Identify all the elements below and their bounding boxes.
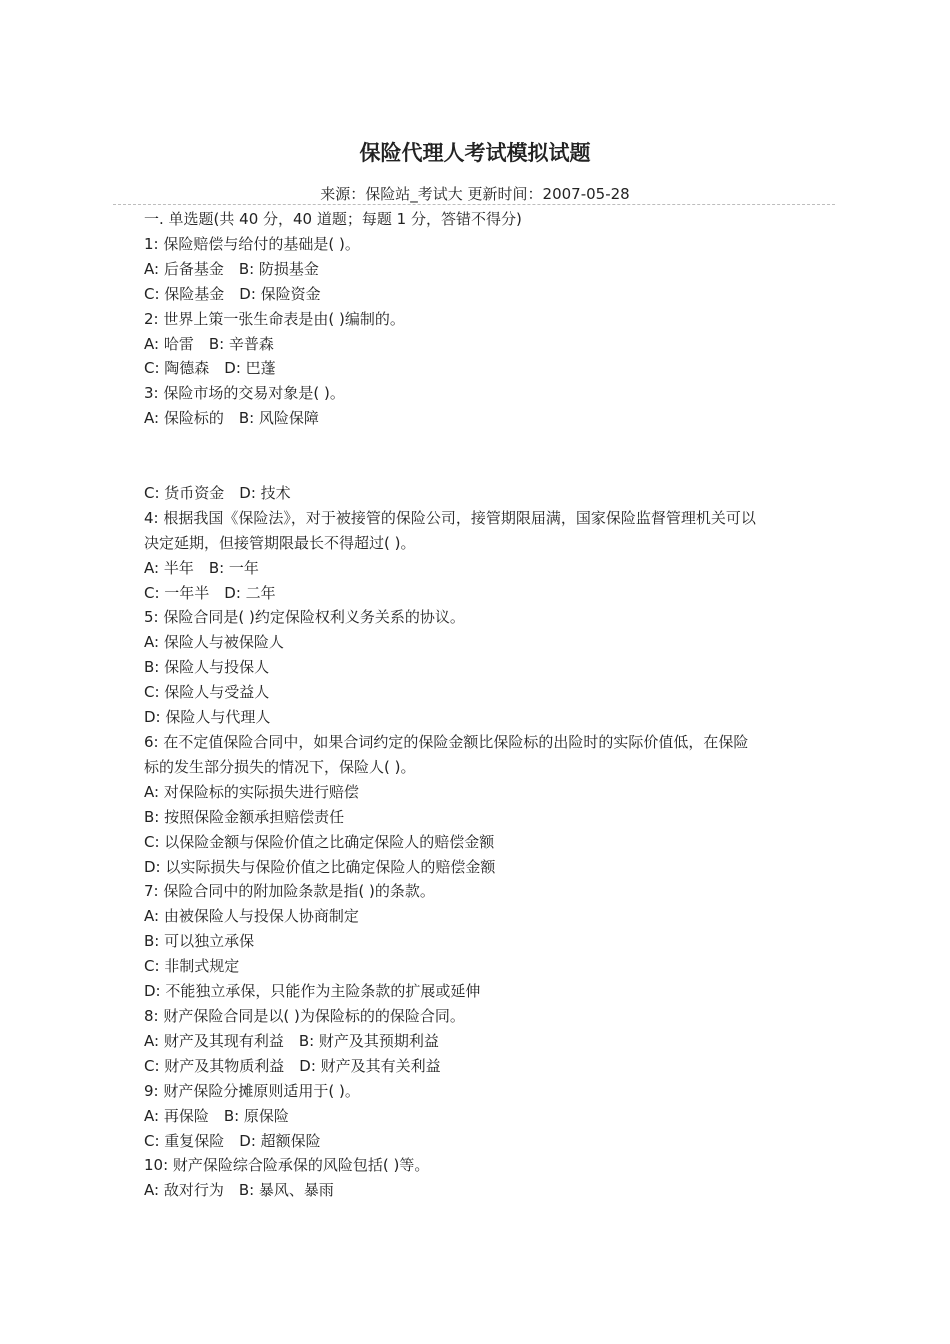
question-2-options-cd: C: 陶德森 D: 巴蓬: [144, 359, 276, 378]
question-4: 4: 根据我国《保险法》，对于被接管的保险公司，接管期限届满，国家保险监督管理机关可以: [144, 508, 756, 527]
question-7-option-a: A: 由被保险人与投保人协商制定: [144, 907, 359, 926]
question-6: 6: 在不定值保险合同中，如果合词约定的保险金额比保险标的出险时的实际价值低，在保险: [144, 733, 749, 752]
question-5-option-c: C: 保险人与受益人: [144, 683, 270, 702]
question-2: 2: 世界上策一张生命表是由( )编制的。: [144, 309, 405, 328]
question-10-options-ab: A: 敌对行为 B: 暴风、暴雨: [144, 1181, 334, 1200]
question-list: [144, 207, 814, 1203]
question-5-option-b: B: 保险人与投保人: [144, 658, 270, 677]
source-update-line: 来源：保险站_考试大 更新时间：2007-05-28: [320, 185, 630, 203]
dashed-divider: [113, 204, 835, 205]
question-5: 5: 保险合同是( )约定保险权利义务关系的协议。: [144, 608, 465, 627]
question-7-option-b: B: 可以独立承保: [144, 932, 255, 951]
question-3-options-cd: C: 货币资金 D: 技术: [144, 483, 291, 502]
question-8: 8: 财产保险合同是以( )为保险标的的保险合同。: [144, 1006, 465, 1025]
question-4-options-cd: C: 一年半 D: 二年: [144, 583, 276, 602]
question-7: 7: 保险合同中的附加险条款是指( )的条款。: [144, 882, 435, 901]
question-3-options-ab: A: 保险标的 B: 风险保障: [144, 409, 319, 428]
question-7-option-c: C: 非制式规定: [144, 957, 240, 976]
question-1: 1: 保险赔偿与给付的基础是( )。: [144, 234, 360, 253]
question-9-options-ab: A: 再保险 B: 原保险: [144, 1106, 289, 1125]
question-8-options-ab: A: 财产及其现有利益 B: 财产及其预期利益: [144, 1031, 439, 1050]
question-7-option-d: D: 不能独立承保，只能作为主险条款的扩展或延伸: [144, 982, 481, 1001]
question-3: 3: 保险市场的交易对象是( )。: [144, 384, 345, 403]
question-6-option-a: A: 对保险标的实际损失进行赔偿: [144, 782, 359, 801]
question-6-continued: 标的发生部分损失的情况下，保险人( )。: [144, 757, 416, 776]
section-heading: 一. 单选题(共 40 分，40 道题；每题 1 分，答错不得分): [144, 210, 522, 228]
question-1-options-ab: A: 后备基金 B: 防损基金: [144, 259, 319, 278]
document-title: 保险代理人考试模拟试题: [359, 141, 591, 165]
blank-gap: [144, 431, 814, 481]
question-6-option-b: B: 按照保险金额承担赔偿责任: [144, 807, 345, 826]
question-4-options-ab: A: 半年 B: 一年: [144, 558, 259, 577]
question-5-option-a: A: 保险人与被保险人: [144, 633, 284, 652]
question-6-option-d: D: 以实际损失与保险价值之比确定保险人的赔偿金额: [144, 857, 496, 876]
question-9: 9: 财产保险分摊原则适用于( )。: [144, 1081, 360, 1100]
question-4-continued: 决定延期，但接管期限最长不得超过( )。: [144, 533, 416, 552]
question-9-options-cd: C: 重复保险 D: 超额保险: [144, 1131, 321, 1150]
question-2-options-ab: A: 哈雷 B: 辛普森: [144, 334, 274, 353]
question-8-options-cd: C: 财产及其物质利益 D: 财产及其有关利益: [144, 1056, 441, 1075]
question-10: 10: 财产保险综合险承保的风险包括( )等。: [144, 1156, 430, 1175]
question-1-options-cd: C: 保险基金 D: 保险资金: [144, 284, 321, 303]
question-5-option-d: D: 保险人与代理人: [144, 708, 271, 727]
question-6-option-c: C: 以保险金额与保险价值之比确定保险人的赔偿金额: [144, 832, 495, 851]
